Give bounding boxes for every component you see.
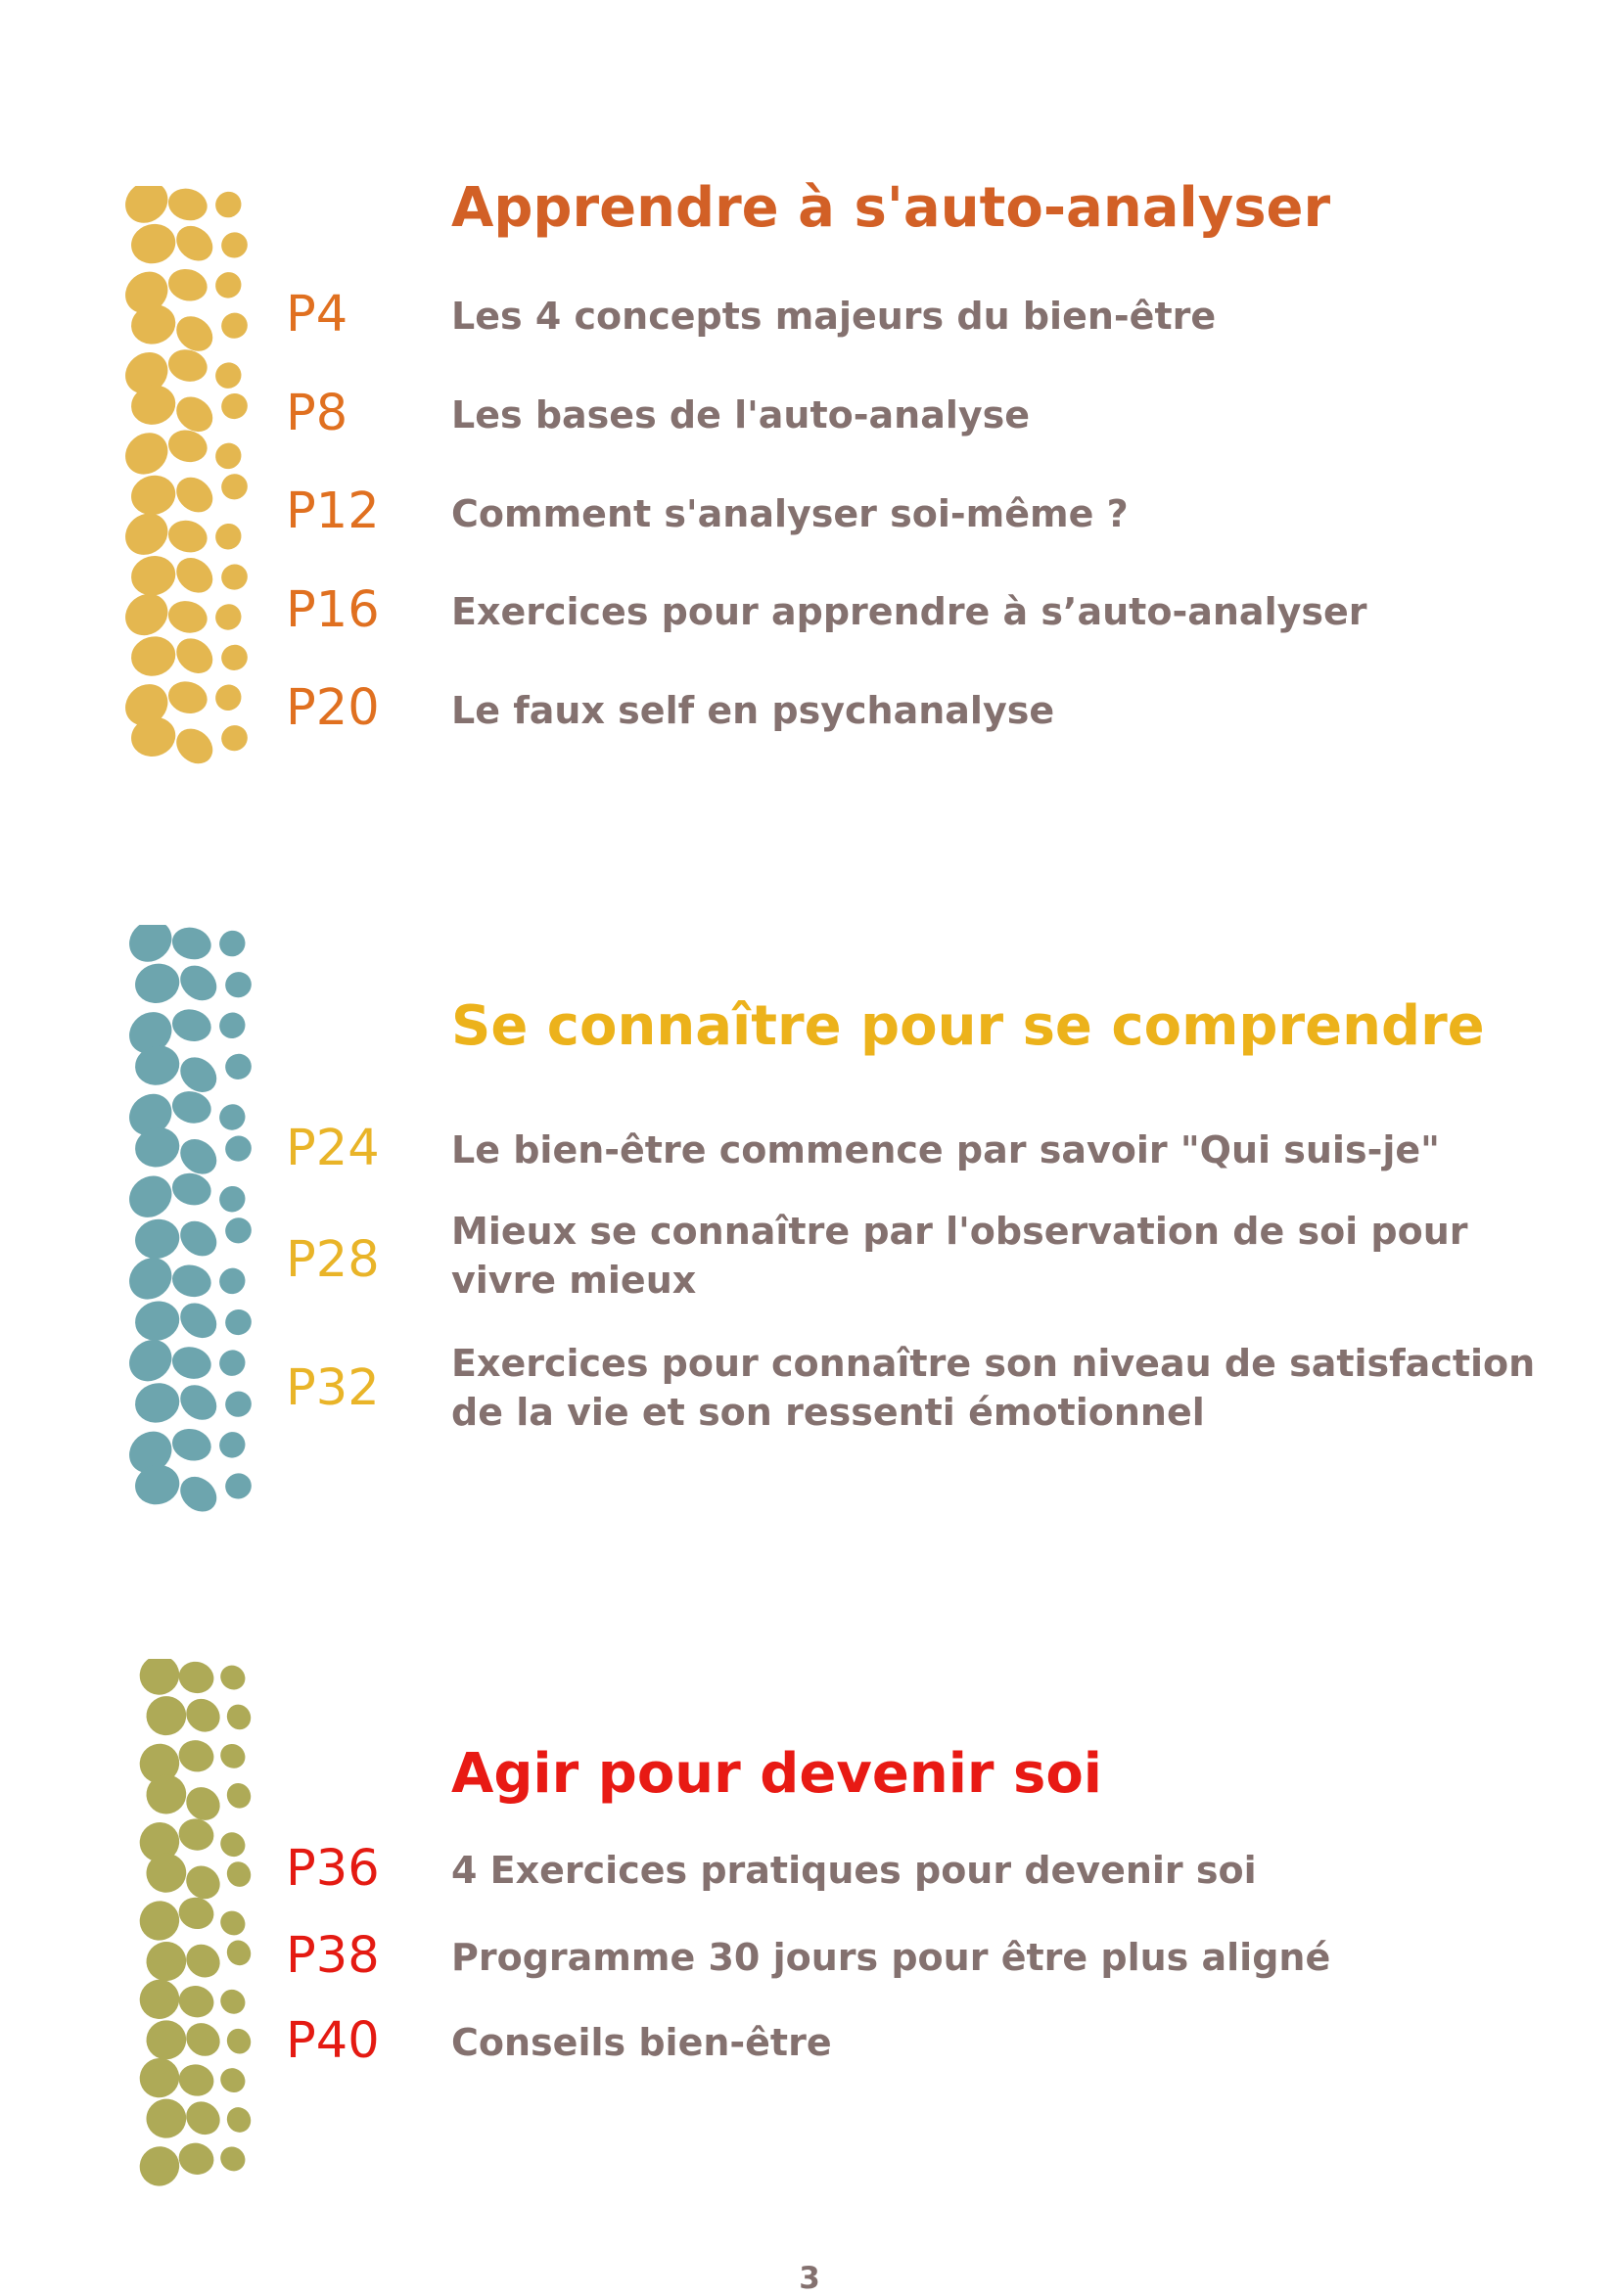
leaf-shape — [175, 2139, 217, 2179]
leaf-shape — [139, 2138, 187, 2194]
leaf-shape — [179, 2016, 226, 2063]
leaf-shape — [168, 1169, 214, 1209]
leaf-shape — [169, 309, 219, 358]
leaf-shape — [130, 959, 183, 1008]
leaf-shape — [169, 470, 219, 519]
leaf-shape — [215, 2063, 250, 2097]
leaf-shape — [123, 585, 176, 644]
leaf-shape — [223, 1701, 255, 1734]
page-number-footer: 3 — [799, 2261, 820, 2296]
leaf-shape — [126, 471, 179, 520]
leaf-shape — [126, 631, 179, 680]
leaf-shape — [164, 426, 210, 466]
leaf-shape — [173, 1470, 223, 1519]
toc-entry-conseils: Conseils bien-être — [451, 2021, 832, 2064]
leaf-shape — [210, 599, 247, 635]
leaf-shape — [175, 1659, 217, 1697]
leaf-shape — [223, 2025, 255, 2058]
leaf-shape — [175, 1814, 217, 1854]
leaf-shape — [175, 1736, 217, 1775]
leaf-shape — [168, 1343, 214, 1383]
leaf-shape — [168, 1087, 214, 1127]
leaf-shape — [217, 228, 252, 262]
leaf-shape — [223, 2103, 255, 2136]
leaf-shape — [221, 1469, 255, 1503]
leaf-shape — [123, 424, 176, 482]
toc-entry-comment: Comment s'analyser soi-même ? — [451, 492, 1129, 535]
leaf-shape — [168, 1005, 214, 1045]
toc-entry-programme: Programme 30 jours pour être plus aligné — [451, 1936, 1331, 1979]
leaf-shape — [127, 925, 180, 971]
leaf-shape — [217, 560, 252, 594]
leaf-shape — [169, 219, 219, 268]
leaf-shape — [214, 1427, 251, 1463]
leaf-shape — [175, 2060, 217, 2099]
leaf-ornament-teal — [127, 925, 258, 1541]
leaf-shape — [130, 1215, 183, 1263]
leaf-shape — [179, 2094, 226, 2141]
leaf-shape — [173, 1214, 223, 1263]
leaf-shape — [223, 1937, 255, 1970]
toc-entry-exercices-analyse: Exercices pour apprendre à s’auto-analyser — [451, 590, 1367, 633]
leaf-shape — [127, 1331, 180, 1390]
leaf-shape — [127, 1249, 180, 1308]
page-number-p32: P32 — [286, 1359, 380, 1417]
leaf-shape — [175, 1894, 217, 1933]
leaf-shape — [179, 1860, 226, 1906]
leaf-shape — [221, 1387, 255, 1421]
leaf-shape — [215, 2141, 250, 2176]
leaf-shape — [173, 1132, 223, 1181]
leaf-shape — [221, 1131, 255, 1166]
leaf-shape — [130, 1296, 183, 1345]
leaf-shape — [215, 1739, 250, 1773]
leaf-shape — [214, 1007, 251, 1043]
leaf-shape — [221, 968, 255, 1002]
leaf-shape — [215, 1985, 250, 2019]
leaf-shape — [215, 1906, 250, 1940]
page-number-p24: P24 — [286, 1120, 380, 1177]
toc-entry-bases: Les bases de l'auto-analyse — [451, 393, 1031, 436]
leaf-shape — [221, 1214, 255, 1248]
page-number-p20: P20 — [286, 679, 380, 737]
leaf-shape — [123, 505, 176, 564]
leaf-shape — [214, 1181, 251, 1217]
leaf-shape — [169, 721, 219, 770]
leaf-shape — [179, 1938, 226, 1985]
leaf-shape — [210, 519, 247, 555]
leaf-shape — [169, 390, 219, 438]
leaf-shape — [142, 1692, 191, 1740]
page-number-p12: P12 — [286, 482, 380, 540]
page-number-p4: P4 — [286, 286, 348, 344]
leaf-shape — [164, 597, 210, 637]
leaf-shape — [127, 1168, 180, 1226]
leaf-shape — [169, 631, 219, 680]
section-title-auto-analyse: Apprendre à s'auto-analyser — [451, 176, 1331, 240]
leaf-shape — [217, 470, 252, 504]
leaf-shape — [175, 1982, 217, 2021]
leaf-shape — [139, 1893, 187, 1949]
leaf-shape — [210, 267, 247, 303]
leaf-ornament-olive — [139, 1659, 256, 2212]
toc-entry-satisfaction: Exercices pour connaître son niveau de satisfaction de la vie et son ressenti émotionnel — [451, 1342, 1536, 1434]
leaf-shape — [210, 186, 247, 222]
leaf-shape — [130, 1378, 183, 1427]
toc-entry-faux-self: Le faux self en psychanalyse — [451, 689, 1055, 732]
leaf-shape — [173, 1296, 223, 1345]
leaf-shape — [169, 551, 219, 600]
leaf-shape — [164, 265, 210, 305]
page-number-p38: P38 — [286, 1927, 380, 1985]
leaf-shape — [142, 1937, 191, 1985]
leaf-shape — [142, 2016, 191, 2064]
toc-entry-exercices-pratiques: 4 Exercices pratiques pour devenir soi — [451, 1849, 1257, 1892]
leaf-shape — [214, 1099, 251, 1135]
leaf-shape — [217, 308, 252, 343]
page-number-p8: P8 — [286, 385, 348, 442]
leaf-shape — [164, 186, 210, 225]
leaf-shape — [179, 1780, 226, 1827]
leaf-shape — [217, 640, 252, 674]
section-title-connaitre: Se connaître pour se comprendre — [451, 994, 1485, 1058]
leaf-shape — [214, 1345, 251, 1381]
leaf-shape — [173, 958, 223, 1007]
leaf-shape — [126, 551, 179, 600]
leaf-shape — [223, 1858, 255, 1891]
section-title-agir: Agir pour devenir soi — [451, 1742, 1102, 1806]
page-number-p16: P16 — [286, 581, 380, 639]
leaf-shape — [173, 1378, 223, 1427]
leaf-shape — [168, 1261, 214, 1301]
leaf-shape — [214, 1263, 251, 1299]
leaf-shape — [164, 516, 210, 556]
toc-entry-observation: Mieux se connaître par l'observation de soi pour vivre mieux — [451, 1210, 1468, 1302]
leaf-shape — [168, 925, 214, 964]
page-number-p40: P40 — [286, 2012, 380, 2070]
toc-entry-qui-suis-je: Le bien-être commence par savoir "Qui suis-je" — [451, 1128, 1440, 1171]
leaf-shape — [223, 1779, 255, 1813]
leaf-shape — [164, 677, 210, 717]
leaf-shape — [215, 1661, 250, 1695]
leaf-shape — [179, 1692, 226, 1739]
leaf-shape — [215, 1827, 250, 1861]
leaf-shape — [142, 2094, 191, 2142]
leaf-shape — [210, 357, 247, 393]
page-number-p28: P28 — [286, 1231, 380, 1289]
leaf-shape — [217, 390, 252, 424]
leaf-shape — [164, 345, 210, 386]
leaf-shape — [217, 721, 252, 756]
leaf-shape — [173, 1050, 223, 1099]
leaf-ornament-yellow — [123, 186, 254, 793]
toc-entry-concepts: Les 4 concepts majeurs du bien-être — [451, 295, 1217, 338]
leaf-shape — [214, 925, 251, 961]
leaf-shape — [210, 437, 247, 474]
leaf-shape — [221, 1049, 255, 1083]
leaf-shape — [168, 1425, 214, 1465]
leaf-shape — [210, 679, 247, 715]
page-number-p36: P36 — [286, 1840, 380, 1898]
leaf-shape — [221, 1306, 255, 1340]
leaf-shape — [126, 219, 179, 268]
